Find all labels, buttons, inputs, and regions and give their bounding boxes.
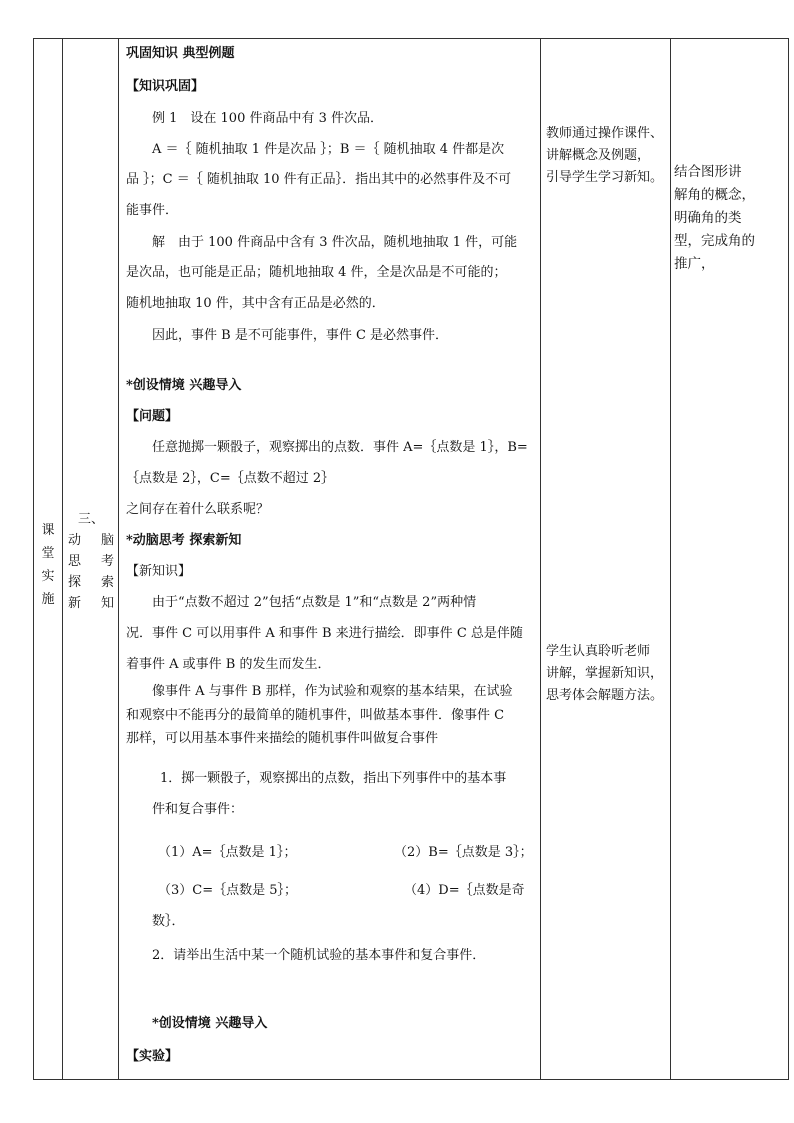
subheading: *创设情境 兴趣导入: [126, 378, 242, 393]
subheading: *动脑思考 探索新知: [126, 533, 242, 548]
section-line: 动 脑: [68, 533, 114, 548]
section-heading: 【新知识】: [126, 564, 192, 579]
text-line: 随机地抽取 10 件，其中含有正品是必然的．: [126, 296, 385, 311]
exercise-option: 数｝．: [152, 914, 185, 929]
exercise-line: 1．掷一颗骰子，观察掷出的点数，指出下列事件中的基本事: [160, 771, 507, 786]
lesson-plan-table: [33, 38, 789, 1080]
example-line: 例 1 设在 100 件商品中有 3 件次品．: [152, 111, 384, 126]
exercise-option: （2）B=｛点数是 3｝；: [394, 845, 533, 860]
content-cell: [118, 39, 540, 1079]
exercise-option: （3）C=｛点数是 5｝；: [158, 883, 298, 898]
text-line: 像事件 A 与事件 B 那样，作为试验和观察的基本结果，在试验: [152, 684, 513, 699]
text-line: A ＝｛ 随机抽取 1 件是次品 ｝；B ＝｛ 随机抽取 4 件都是次: [152, 142, 505, 157]
section-heading: 【实验】: [126, 1049, 179, 1064]
intent-cell: [670, 39, 790, 1079]
activity-line: 讲解，掌握新知识，: [546, 666, 664, 681]
solution-line: 解 由于 100 件商品中含有 3 件次品，随机地抽取 1 件，可能: [152, 235, 518, 250]
exercise-option: （4）D=｛点数是奇: [404, 883, 525, 898]
section-line: 思 考: [68, 554, 114, 569]
activity-line: 学生认真聆听老师: [546, 644, 651, 659]
section-cell: [62, 39, 118, 1079]
intent-line: 推广，: [674, 256, 715, 272]
text-line: 是次品，也可能是正品；随机地抽取 4 件，全是次品是不可能的；: [126, 265, 507, 280]
intent-line: 型，完成角的: [674, 233, 755, 249]
text-line: 因此，事件 B 是不可能事件，事件 C 是必然事件．: [152, 328, 449, 343]
exercise-line: 2．请举出生活中某一个随机试验的基本事件和复合事件．: [152, 948, 486, 963]
section-label: [64, 509, 118, 614]
text-line: 况．事件 C 可以用事件 A 和事件 B 来进行描绘．即事件 C 总是伴随: [126, 626, 523, 641]
section-line: 新 知: [68, 596, 114, 611]
design-intent: [674, 161, 755, 276]
section-line: 探 索: [68, 575, 114, 590]
activity-line: 讲解概念及例题，: [546, 148, 651, 163]
text-line: 品 ｝；C ＝｛ 随机抽取 10 件有正品｝．指出其中的必然事件及不可: [126, 172, 512, 187]
text-line: ｛点数是 2｝，C=｛点数不超过 2｝: [126, 471, 335, 486]
text-line: 着事件 A 或事件 B 的发生而发生．: [126, 657, 331, 672]
intent-line: 结合图形讲: [674, 164, 742, 180]
text-line: 之间存在着什么联系呢？: [126, 502, 270, 517]
definition-line: 那样，可以用基本事件来描绘的随机事件叫做复合事件: [126, 731, 439, 746]
section-heading: 【知识巩固】: [126, 79, 205, 94]
heading: 巩固知识 典型例题: [126, 46, 235, 61]
activity-line: 教师通过操作课件、: [546, 126, 664, 141]
stage-text: 课堂实施: [41, 523, 55, 607]
stage-label: [34, 519, 62, 611]
text-line: 任意抛掷一颗骰子，观察掷出的点数．事件 A=｛点数是 1｝，B=: [152, 440, 528, 455]
stage-cell: [34, 39, 62, 1079]
text-line: 能事件．: [126, 203, 179, 218]
teacher-activity: [546, 123, 663, 189]
activity-line: 引导学生学习新知。: [546, 170, 664, 185]
text-line: 由于“点数不超过 2”包括“点数是 1”和“点数是 2”两种情: [152, 595, 477, 610]
section-number: 三、: [77, 512, 104, 527]
exercise-line: 件和复合事件：: [152, 802, 244, 817]
intent-line: 解角的概念，: [674, 187, 755, 203]
subheading: *创设情境 兴趣导入: [152, 1016, 268, 1031]
activity-line: 思考体会解题方法。: [546, 688, 664, 703]
activity-cell: [540, 39, 670, 1079]
exercise-option: （1）A=｛点数是 1｝；: [158, 845, 297, 860]
student-activity: [546, 641, 663, 707]
definition-line: 和观察中不能再分的最简单的随机事件，叫做基本事件．像事件 C: [126, 708, 505, 723]
intent-line: 明确角的类: [674, 210, 742, 226]
section-heading: 【问题】: [126, 409, 179, 424]
